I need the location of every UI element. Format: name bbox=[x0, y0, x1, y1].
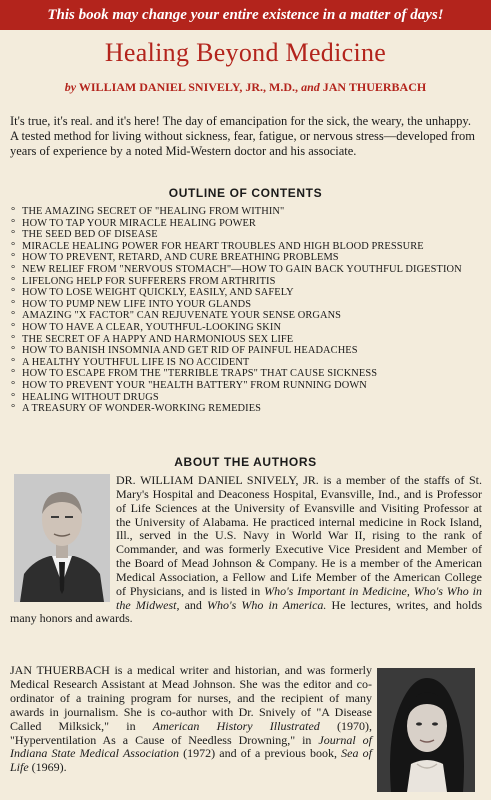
byline bbox=[0, 80, 491, 95]
contents-item: ° HOW TO BANISH INSOMNIA AND GET RID OF PAINFUL HEADACHES bbox=[10, 345, 480, 357]
tagline-banner bbox=[0, 0, 491, 30]
contents-item: ° HOW TO PUMP NEW LIFE INTO YOUR GLANDS bbox=[10, 299, 480, 311]
bio-2-text: (1972) and of a previous book, bbox=[178, 746, 342, 761]
bio-1-text: DR. WILLIAM DANIEL SNIVELY, JR. is a member of the staffs of St. Mary's Hospital and Deaconess Hospital, Evansville, Ind., and is Professor of Life Sciences at the University of Evansville and Visiting Professor at the University of Alabama. He practiced internal medicine in Rock Island, Ill., served in the U.S. Navy in World War II, rising to the rank of Commander, and was formerly Executive Vice President and Member of the Board of Mead Johnson & Company. He is a member of the American Medical Association, a Fellow and Life Member of the American College of Physicians, and is listed in bbox=[116, 473, 482, 598]
contents-item: ° HOW TO TAP YOUR MIRACLE HEALING POWER bbox=[10, 218, 480, 230]
bio-2-publication: Sea of Life bbox=[10, 746, 372, 775]
bio-2-publication: Journal of Indiana State Medical Association bbox=[10, 732, 372, 761]
contents-item: ° LIFELONG HELP FOR SUFFERERS FROM ARTHRITIS bbox=[10, 276, 480, 288]
contents-item: ° HOW TO PREVENT YOUR "HEALTH BATTERY" FROM RUNNING DOWN bbox=[10, 380, 480, 392]
tagline-text: This book may change your entire existence in a matter of days! bbox=[47, 6, 444, 23]
contents-item: ° THE SEED BED OF DISEASE bbox=[10, 229, 480, 241]
contents-item: ° THE SECRET OF A HAPPY AND HARMONIOUS SEX LIFE bbox=[10, 334, 480, 346]
contents-item: ° HOW TO LOSE WEIGHT QUICKLY, EASILY, AND SAFELY bbox=[10, 287, 480, 299]
bio-2-text: (1969). bbox=[28, 760, 67, 775]
contents-item: ° NEW RELIEF FROM "NERVOUS STOMACH"—HOW TO GAIN BACK YOUTHFUL DIGESTION bbox=[10, 264, 480, 276]
bio-1-text: and bbox=[179, 597, 208, 612]
bio-2-text: (1970), "Hyperventilation As a Cause of Needless Drowning," in bbox=[10, 718, 372, 747]
contents-item: ° HOW TO ESCAPE FROM THE "TERRIBLE TRAPS" THAT CAUSE SICKNESS bbox=[10, 368, 480, 380]
about-heading: ABOUT THE AUTHORS bbox=[174, 455, 317, 469]
bio-1-listing: Who's Who in America. bbox=[207, 597, 327, 612]
byline-conj: and bbox=[301, 80, 320, 94]
bio-2-text: JAN THUERBACH is a medical writer and historian, and was formerly Medical Research Assistant at Mead Johnson. She was the editor and co-ordinator of a training program for nurses, and the recipient of many awards in journalism. She is co-author with Dr. Snively of "A Disease Called Milksick," in bbox=[10, 663, 372, 733]
contents-item: ° A HEALTHY YOUTHFUL LIFE IS NO ACCIDENT bbox=[10, 357, 480, 369]
outline-heading: OUTLINE OF CONTENTS bbox=[168, 186, 323, 200]
contents-item: ° HOW TO PREVENT, RETARD, AND CURE BREATHING PROBLEMS bbox=[10, 252, 480, 264]
bio-1-text: He lectures, writes, and holds many honors and awards. bbox=[10, 597, 482, 626]
contents-item: ° AMAZING "X FACTOR" CAN REJUVENATE YOUR SENSE ORGANS bbox=[10, 310, 480, 322]
contents-list bbox=[10, 206, 480, 415]
author-2-bio bbox=[10, 664, 482, 796]
contents-item: ° THE AMAZING SECRET OF "HEALING FROM WITHIN" bbox=[10, 206, 480, 218]
author-1: WILLIAM DANIEL SNIVELY, JR., M.D., bbox=[78, 80, 299, 94]
bio-2-publication: American History Illustrated bbox=[152, 718, 320, 733]
byline-prefix: by bbox=[64, 80, 77, 94]
contents-item: ° HEALING WITHOUT DRUGS bbox=[10, 392, 480, 404]
book-title: Healing Beyond Medicine bbox=[104, 38, 387, 67]
contents-item: ° HOW TO HAVE A CLEAR, YOUTHFUL-LOOKING SKIN bbox=[10, 322, 480, 334]
author-2: JAN THUERBACH bbox=[322, 80, 427, 94]
contents-item: ° MIRACLE HEALING POWER FOR HEART TROUBLES AND HIGH BLOOD PRESSURE bbox=[10, 241, 480, 253]
contents-item: ° A TREASURY OF WONDER-WORKING REMEDIES bbox=[10, 403, 480, 415]
bio-1-listing: Who's Important in Medicine, Who's Who in the Midwest, bbox=[116, 583, 482, 612]
intro-paragraph: It's true, it's real. and it's here! The day of emancipation for the sick, the weary, the unhappy. A tested method for living without sickness, fear, fatigue, or nervous stress—developed from years of experience by a noted Mid-Western doctor and his associate. bbox=[10, 114, 476, 158]
author-1-bio bbox=[10, 474, 482, 626]
